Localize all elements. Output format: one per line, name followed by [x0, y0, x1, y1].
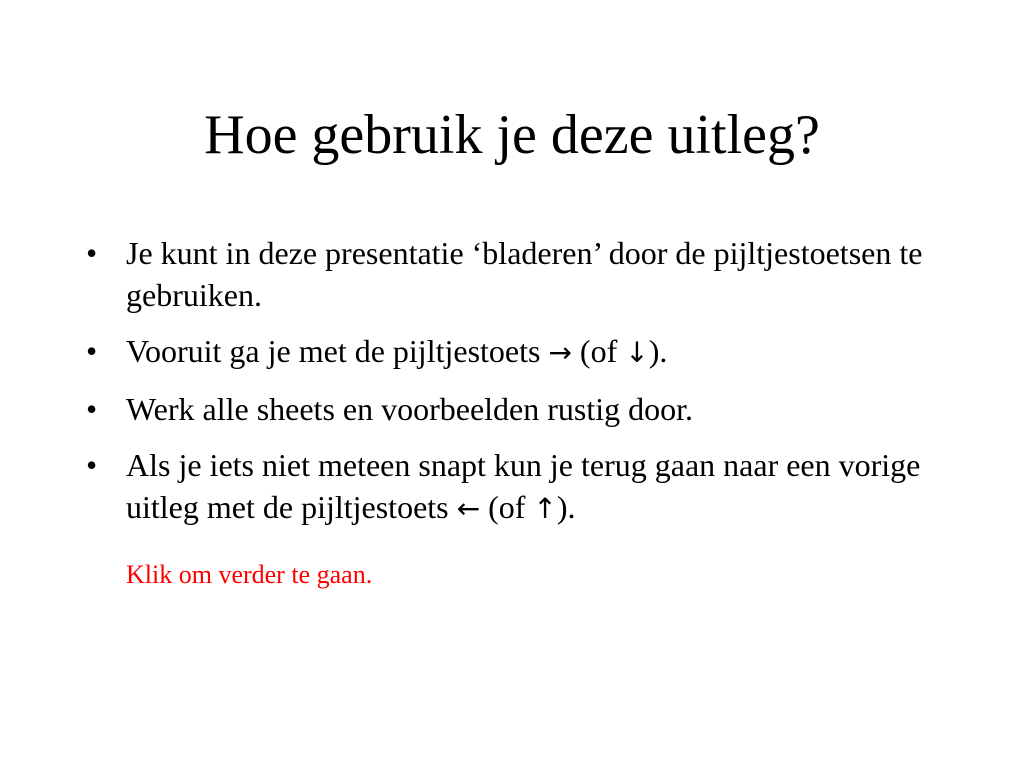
bullet-text-middle: (of [480, 489, 534, 525]
bullet-text: Werk alle sheets en voorbeelden rustig door. [126, 391, 694, 427]
bullet-item [84, 330, 954, 374]
bullet-list [84, 232, 954, 544]
bullet-text: Als je iets niet meteen snapt kun je terug gaan naar een vorige uitleg met de pijltjestoets [126, 447, 921, 525]
arrow-left-icon: ← [456, 492, 481, 525]
bullet-item [84, 232, 954, 316]
bullet-dot: • [86, 333, 98, 369]
bullet-text-middle: (of [571, 333, 626, 369]
arrow-down-icon: ↓ [625, 336, 649, 369]
slide-title: Hoe gebruik je deze uitleg? [204, 104, 820, 166]
continue-hint[interactable]: Klik om verder te gaan. [126, 560, 373, 589]
bullet-text-end: ). [648, 333, 668, 369]
bullet-text: Vooruit ga je met de pijltjestoets [126, 333, 549, 369]
bullet-item [84, 388, 954, 430]
bullet-dot: • [86, 447, 98, 483]
bullet-text-end: ). [556, 489, 576, 525]
bullet-dot: • [86, 391, 98, 427]
arrow-up-icon: ↑ [533, 492, 557, 525]
arrow-right-icon: → [548, 336, 572, 369]
bullet-item [84, 444, 954, 530]
bullet-dot: • [86, 235, 98, 271]
bullet-text: Je kunt in deze presentatie ‘bladeren’ door de pijltjestoetsen te gebruiken. [126, 235, 923, 313]
